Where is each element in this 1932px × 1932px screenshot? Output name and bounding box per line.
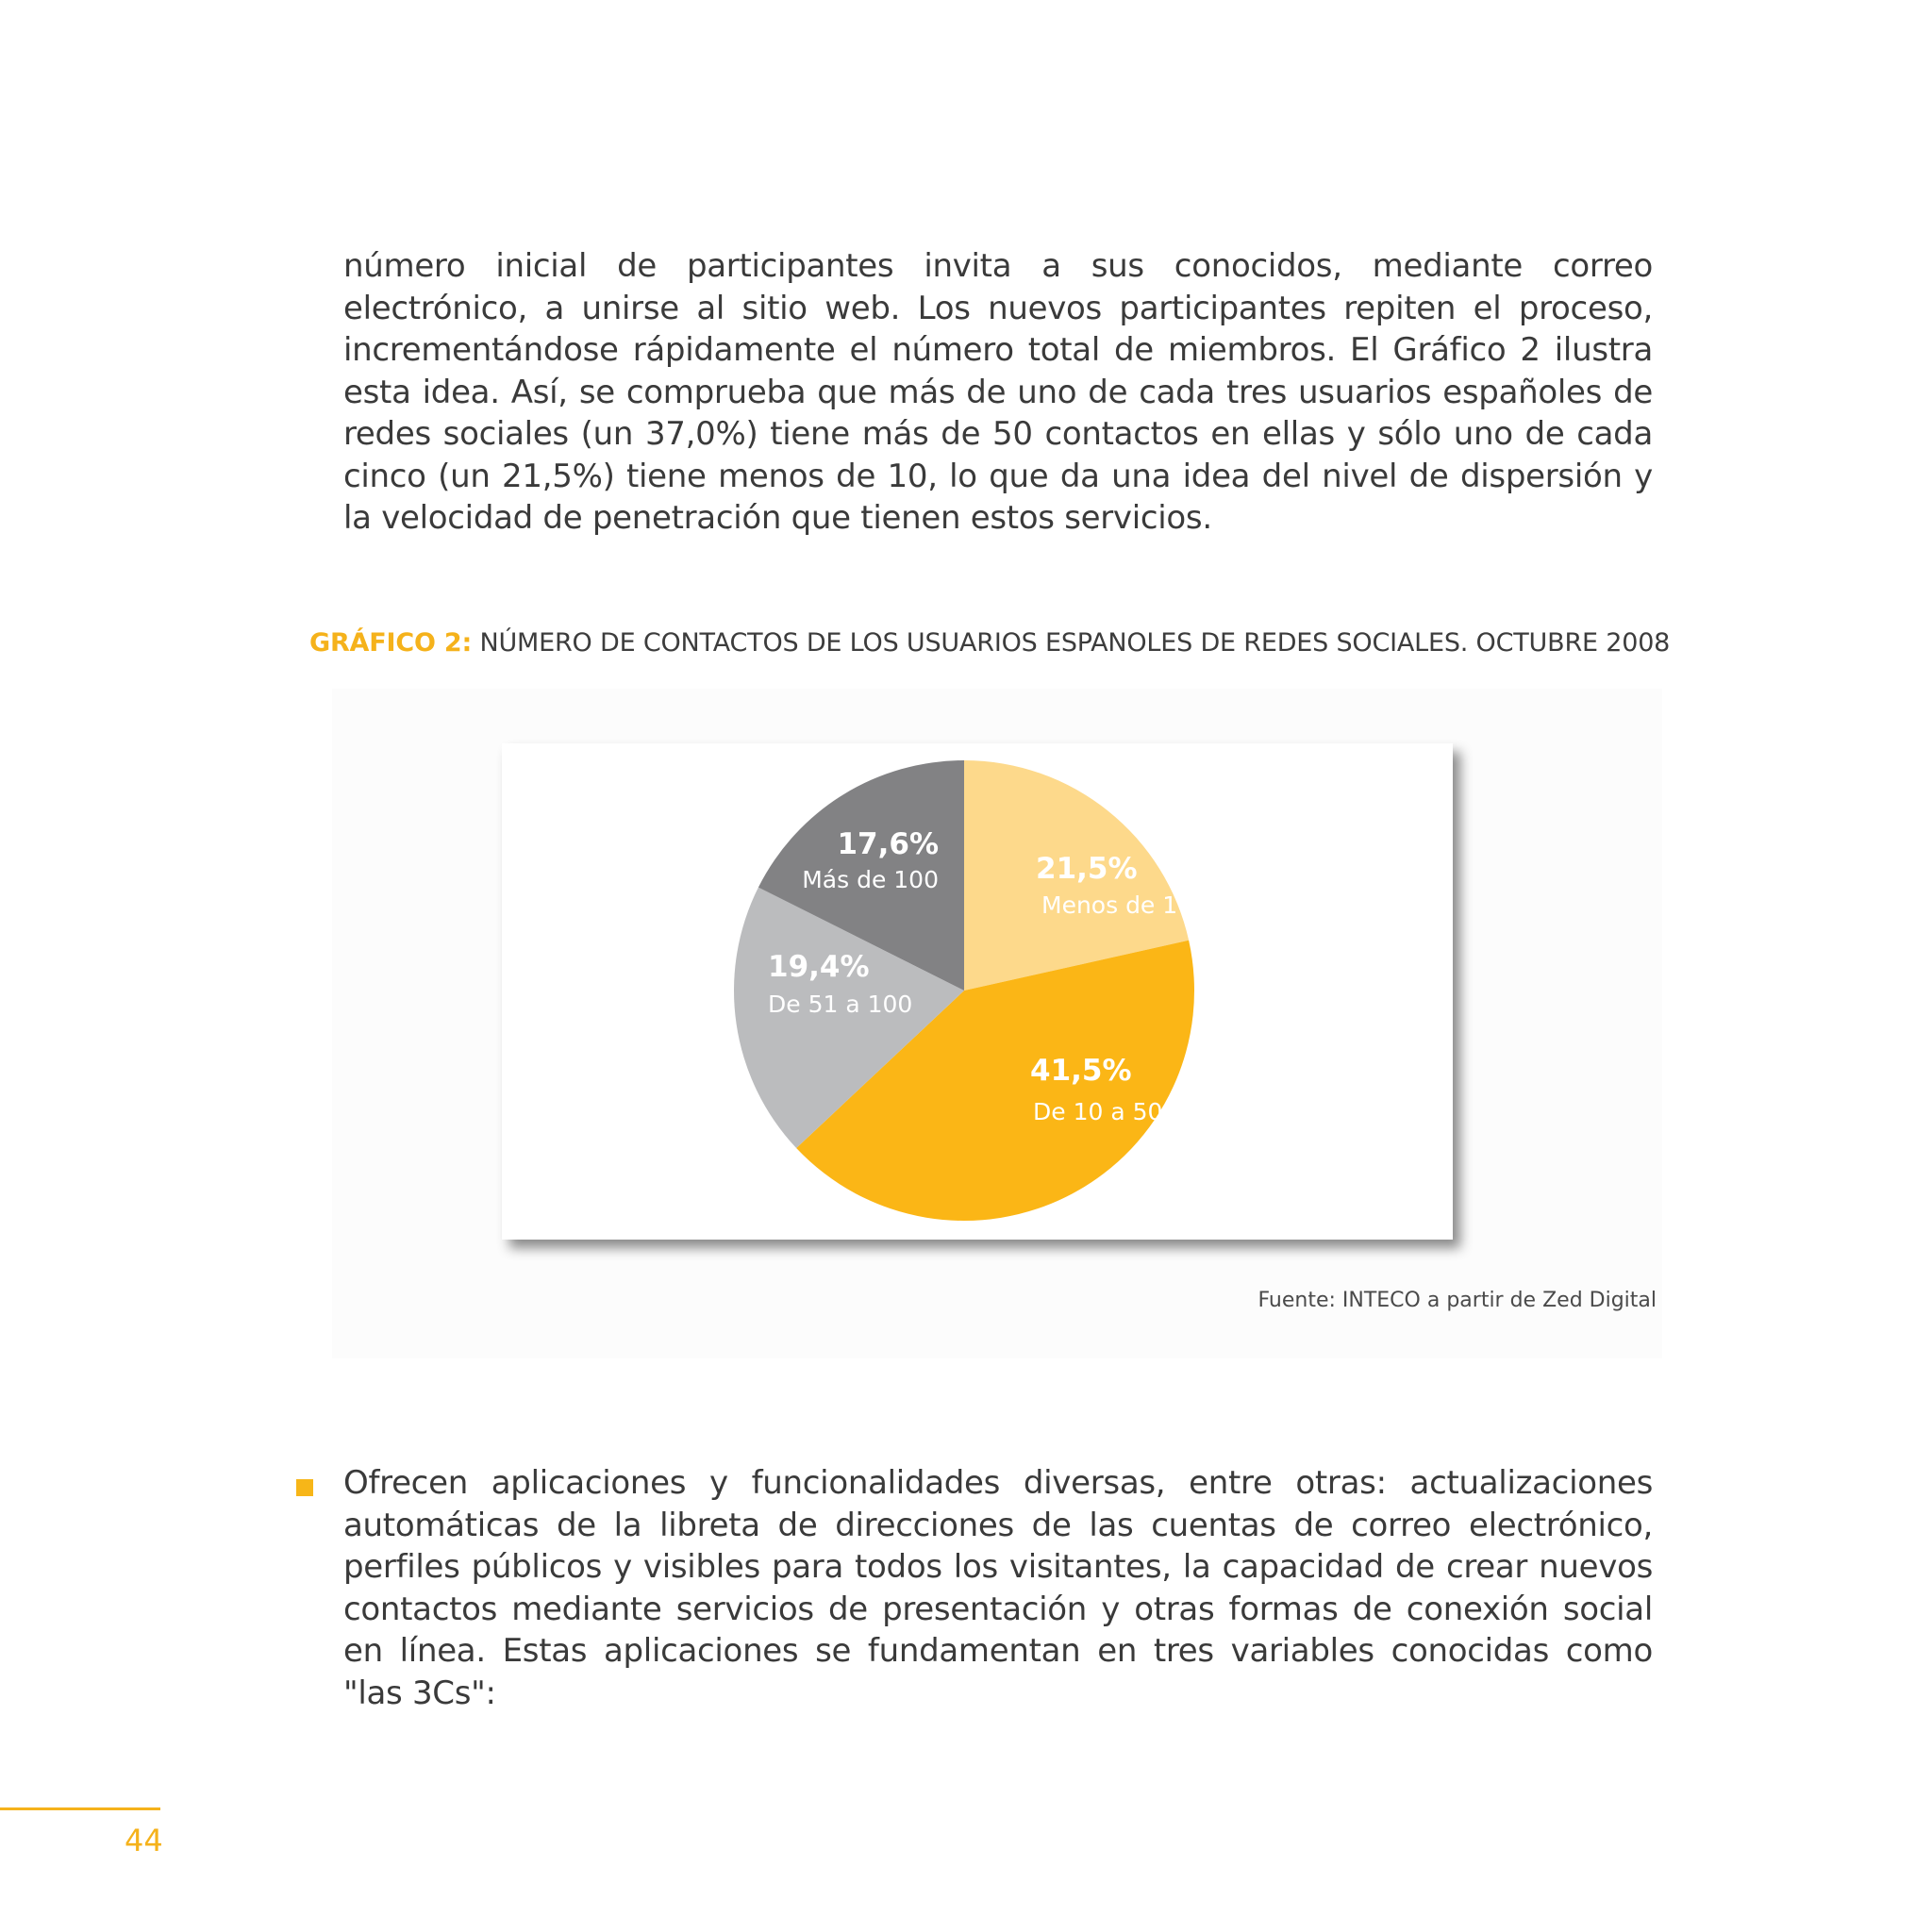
intro-paragraph: número inicial de participantes invita a sus conocidos, mediante correo electrónico, a unirse al sitio web. Los nuevos participantes repiten el proceso, incrementándose rápidamente el número total de miembros. El Gráfico 2 ilustra esta idea. Así, se comprueba que más de uno de cada tres usuarios españoles de redes sociales (un 37,0%) tiene más de 50 contactos en ellas y sólo uno de cada cinco (un 21,5%) tiene menos de 10, lo que da una idea del nivel de dispersión y la velocidad de penetración que tienen estos servicios. [343, 247, 1653, 537]
slice-value-label-0: 21,5% [1036, 852, 1138, 886]
footer-rule [0, 1807, 160, 1810]
slice-category-label-2: De 51 a 100 [768, 991, 913, 1018]
pie-chart-panel [502, 743, 1453, 1240]
slice-category-label-1: De 10 a 50 [1033, 1098, 1163, 1125]
slice-value-label-1: 41,5% [1030, 1054, 1132, 1088]
slice-value-label-2: 19,4% [768, 950, 870, 984]
slice-category-label-3: Más de 100 [802, 866, 939, 893]
chart-caption-title: NÚMERO DE CONTACTOS DE LOS USUARIOS ESPANOLES DE REDES SOCIALES. OCTUBRE 2008 [479, 628, 1671, 658]
features-paragraph: Ofrecen aplicaciones y funcionalidades diversas, entre otras: actualizaciones automáticas de la libreta de direcciones de las cuentas de correo electrónico, perfiles públicos y visibles para todos los visitantes, la capacidad de crear nuevos contactos mediante servicios de presentación y otras formas de conexión social en línea. Estas aplicaciones se fundamentan en tres variables conocidas como "las 3Cs": [343, 1464, 1653, 1712]
chart-source: Fuente: INTECO a partir de Zed Digital [1257, 1289, 1657, 1312]
slice-value-label-3: 17,6% [837, 827, 939, 861]
chart-caption-label: GRÁFICO 2: [309, 628, 473, 658]
page-number: 44 [125, 1823, 163, 1858]
square-bullet-icon [296, 1479, 313, 1496]
pie-chart [502, 743, 1453, 1240]
chart-caption [309, 628, 1670, 658]
slice-category-label-0: Menos de 10 [1041, 891, 1193, 919]
